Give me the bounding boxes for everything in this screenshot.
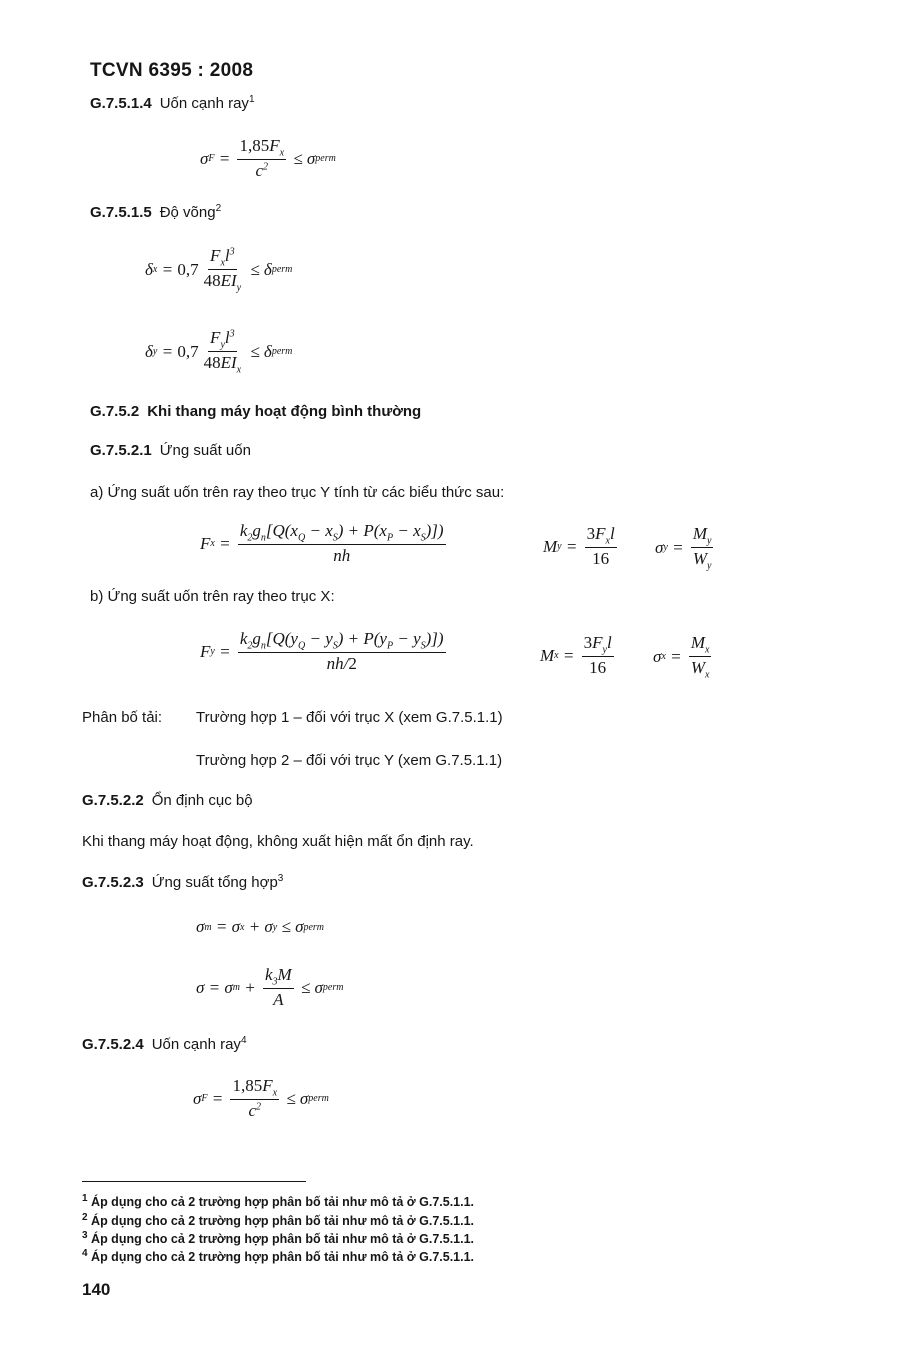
footnote-mark: 3 bbox=[82, 1230, 88, 1241]
coefficient: 16 bbox=[589, 658, 607, 678]
equation-rail-edge-bending: σ F = $\frac{1,85F_x}{c^2}$ ≤ σ perm bbox=[200, 136, 336, 181]
section-heading bbox=[90, 442, 251, 459]
coefficient: 0,7 bbox=[177, 259, 199, 279]
equation-stress-y: σ y = $\frac{M_y}{W_y}$ bbox=[655, 524, 712, 572]
section-number: G.7.5.2.4 bbox=[82, 1036, 144, 1053]
section-number: G.7.5.1.5 bbox=[90, 204, 152, 221]
footnote-ref: 2 bbox=[215, 203, 222, 214]
section-number: G.7.5.2.3 bbox=[82, 874, 144, 891]
coefficient: 3 bbox=[586, 524, 596, 543]
section-heading bbox=[82, 792, 253, 809]
coefficient: 16 bbox=[592, 549, 610, 569]
section-number: G.7.5.2.1 bbox=[90, 442, 152, 459]
equation-deflection-y: δ y = 0,7 $\frac{F_yl^3}{48EI_x}$ ≤ δ perm bbox=[145, 328, 293, 376]
section-title: Ứng suất uốn bbox=[159, 442, 251, 459]
footnote bbox=[82, 1193, 474, 1209]
coefficient: 0,7 bbox=[177, 341, 199, 361]
footnote-separator bbox=[82, 1181, 306, 1182]
paragraph-b: b) Ứng suất uốn trên ray theo trục X: bbox=[90, 588, 335, 605]
equation-force-x: F x = $\frac{k_2g_n[Q(x_Q - x_S) + P(x_P - x_S)])}{nh}$ bbox=[200, 521, 444, 566]
section-heading bbox=[90, 403, 421, 420]
footnote-text: Áp dụng cho cả 2 trường hợp phân bố tải như mô tả ở G.7.5.1.1. bbox=[91, 1232, 475, 1247]
section-number: G.7.5.2 bbox=[90, 403, 140, 420]
load-distribution-label: Phân bố tải: bbox=[82, 709, 163, 726]
footnote-text: Áp dụng cho cả 2 trường hợp phân bố tải như mô tả ở G.7.5.1.1. bbox=[91, 1250, 475, 1265]
footnote bbox=[82, 1212, 474, 1228]
stability-paragraph: Khi thang máy hoạt động, không xuất hiện mất ổn định ray. bbox=[82, 833, 474, 850]
footnote-mark: 4 bbox=[82, 1248, 88, 1259]
section-title: Ổn định cục bộ bbox=[151, 792, 253, 809]
equation-moment-x: M x = $\frac{3F_yl}{16}$ bbox=[540, 633, 612, 678]
equation-force-y: F y = $\frac{k_2g_n[Q(y_Q - y_S) + P(y_P - y_S)])}{nh/2}$ bbox=[200, 629, 444, 674]
equation-stress-x: σ x = $\frac{M_x}{W_x}$ bbox=[653, 633, 710, 681]
document-header: TCVN 6395 : 2008 bbox=[90, 60, 254, 81]
footnote bbox=[82, 1248, 474, 1264]
coefficient: 48 bbox=[203, 271, 221, 291]
coefficient: 1,85 bbox=[232, 1076, 263, 1095]
footnote-mark: 1 bbox=[82, 1193, 88, 1204]
equation-rail-edge-bending-2: σ F = $\frac{1,85F_x}{c^2}$ ≤ σ perm bbox=[193, 1076, 329, 1121]
footnote-mark: 2 bbox=[82, 1212, 88, 1223]
load-case-2: Trường hợp 2 – đối với trục Y (xem G.7.5.1.1) bbox=[196, 752, 503, 769]
footnote-ref: 3 bbox=[277, 873, 284, 884]
section-heading bbox=[90, 203, 221, 221]
load-case-1: Trường hợp 1 – đối với trục X (xem G.7.5.1.1) bbox=[196, 709, 503, 726]
footnote-ref: 1 bbox=[248, 94, 255, 105]
page-number: 140 bbox=[82, 1280, 111, 1299]
paragraph-a: a) Ứng suất uốn trên ray theo trục Y tính từ các biểu thức sau: bbox=[90, 484, 505, 501]
equation-combined-total: σ = σ m + $\frac{k_3M}{A}$ ≤ σ perm bbox=[196, 965, 344, 1010]
equation-combined-m: σ m = σ x + σ y ≤ σ perm bbox=[196, 917, 325, 936]
equation-deflection-x: δ x = 0,7 $\frac{F_xl^3}{48EI_y}$ ≤ δ perm bbox=[145, 246, 293, 294]
footnote-text: Áp dụng cho cả 2 trường hợp phân bố tải như mô tả ở G.7.5.1.1. bbox=[91, 1214, 475, 1229]
footnote-ref: 4 bbox=[240, 1035, 247, 1046]
equation-moment-y: M y = $\frac{3F_xl}{16}$ bbox=[543, 524, 615, 569]
section-number: G.7.5.2.2 bbox=[82, 792, 144, 809]
coefficient: 1,85 bbox=[239, 136, 270, 155]
section-title: Uốn cạnh ray bbox=[159, 95, 249, 112]
section-number: G.7.5.1.4 bbox=[90, 95, 152, 112]
footnote bbox=[82, 1230, 474, 1246]
coefficient: 48 bbox=[203, 353, 221, 373]
section-heading bbox=[82, 873, 283, 891]
section-title: Uốn cạnh ray bbox=[151, 1036, 241, 1053]
section-heading bbox=[82, 1035, 247, 1053]
coefficient: 3 bbox=[583, 633, 593, 652]
coefficient: 2 bbox=[348, 654, 357, 674]
section-title: Độ võng bbox=[159, 204, 216, 221]
section-title: Ứng suất tổng hợp bbox=[151, 874, 278, 891]
footnote-text: Áp dụng cho cả 2 trường hợp phân bố tải như mô tả ở G.7.5.1.1. bbox=[91, 1195, 475, 1210]
section-heading bbox=[90, 94, 255, 112]
section-title: Khi thang máy hoạt động bình thường bbox=[147, 403, 422, 420]
